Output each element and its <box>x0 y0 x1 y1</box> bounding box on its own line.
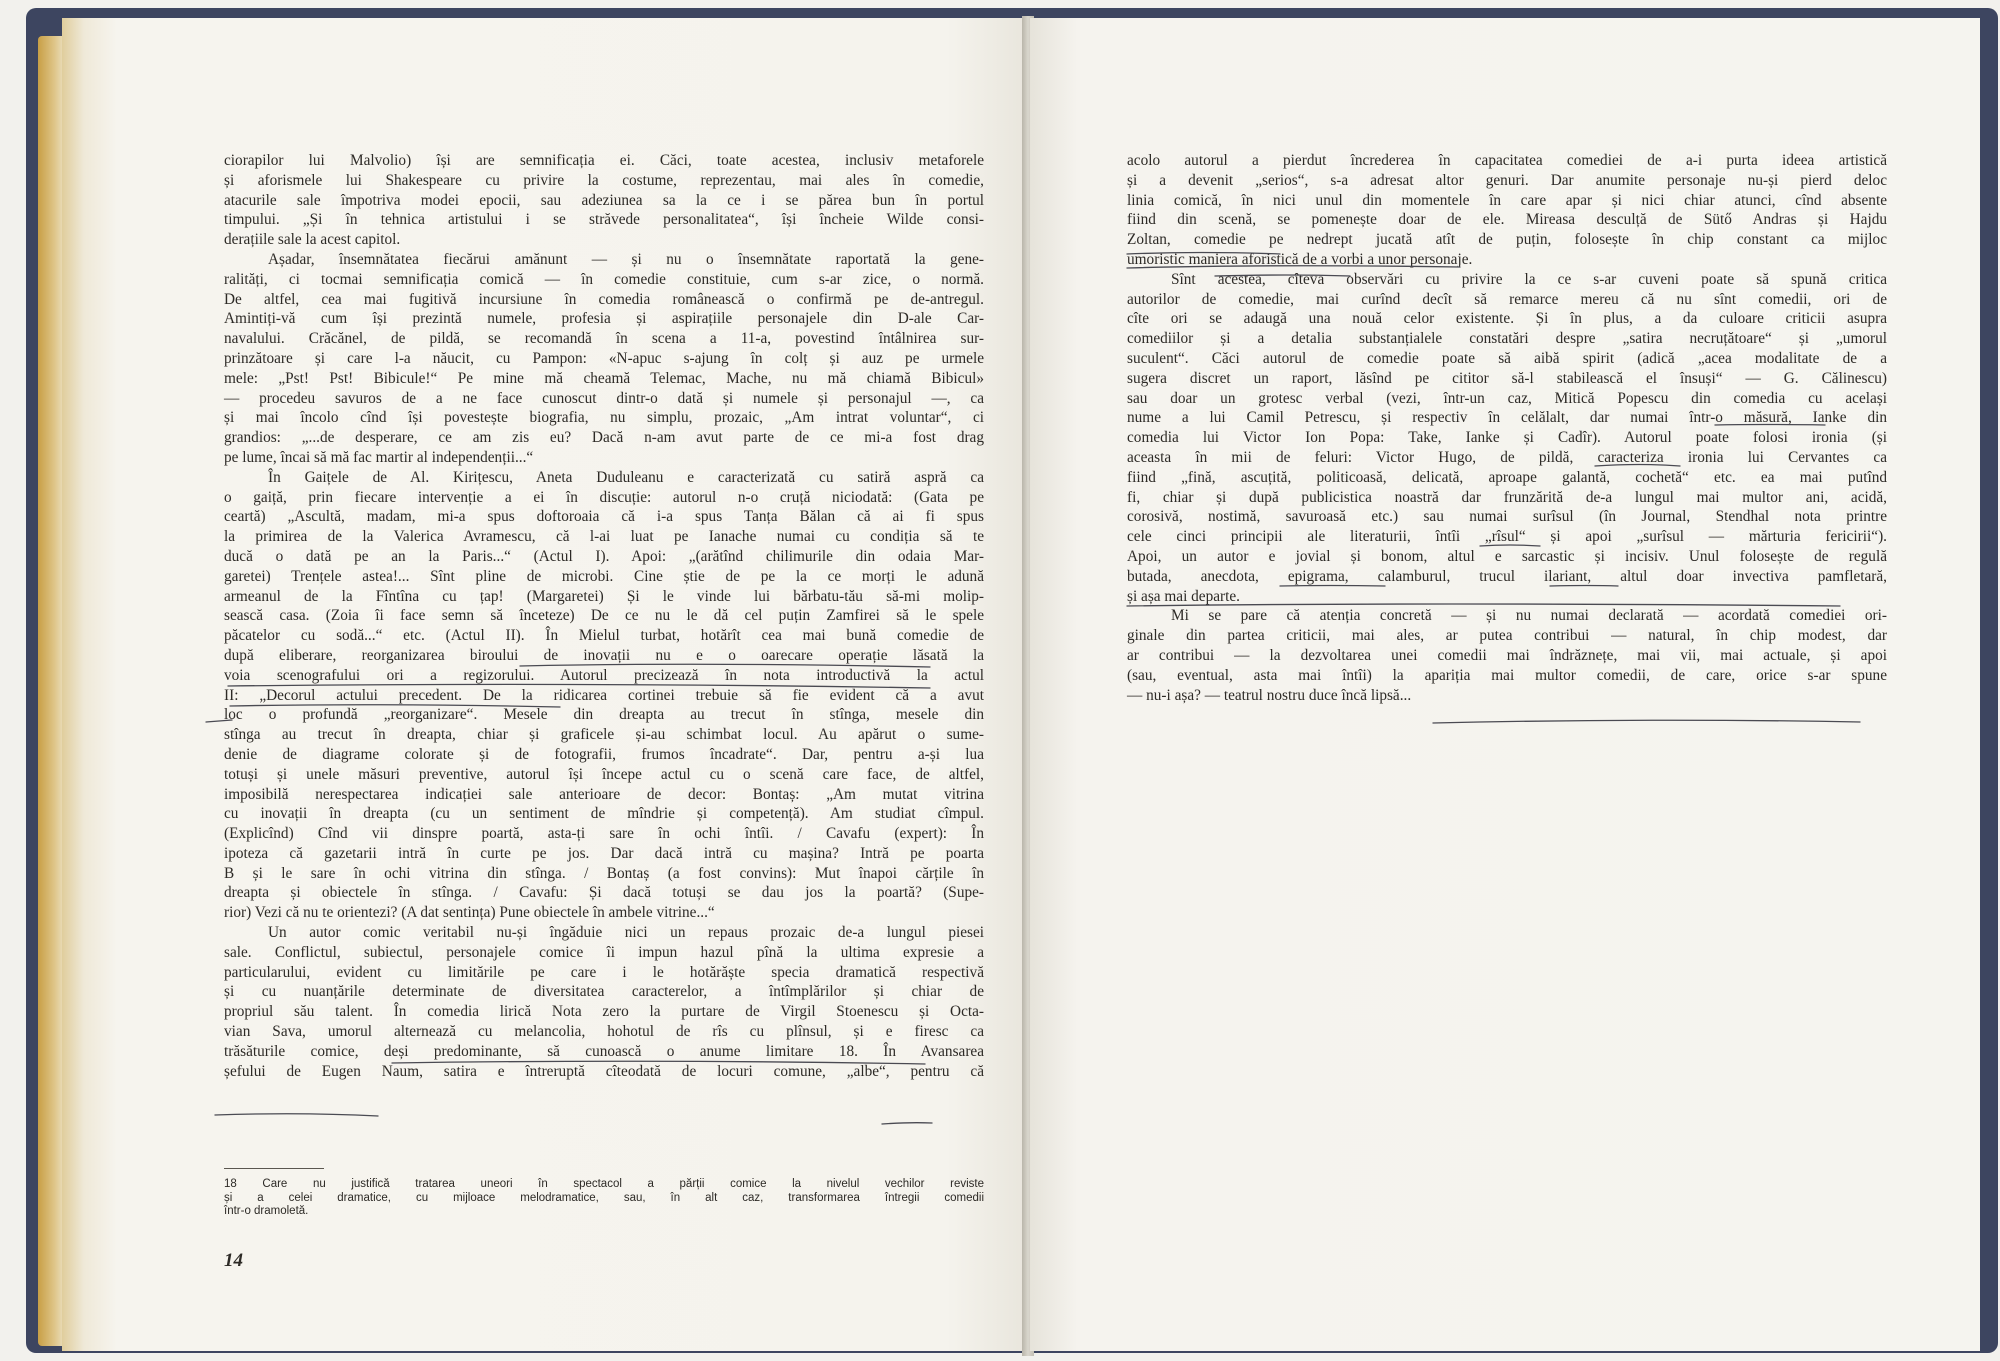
pencil-underline <box>1480 545 1540 546</box>
text-line: comedia lui Victor Ion Popa: Take, Ianke și Cadîr). Autorul poate folosi ironia (și <box>1127 429 1887 447</box>
text-line: derațiile sale la acest capitol. <box>224 231 401 249</box>
footnote-line: într-o dramoletă. <box>224 1205 309 1217</box>
text-line: De altfel, cea mai fugitivă incursiune în comedia românească o confirmă pe de-antregul. <box>224 290 984 308</box>
text-line: comediilor și a detalia substanțialele constatări despre „satira necruțătoare“ și „umorul <box>1127 330 1887 348</box>
text-line: (Explicînd) Cînd vii dinspre poartă, asta-ți sare în ochi întîi. / Cavafu (expert): În <box>224 825 984 843</box>
pencil-underline <box>1715 425 1825 426</box>
text-line: sugera discret un raport, lăsînd pe cititor să-l stabilească el însuși“ — G. Călinescu) <box>1127 369 1887 387</box>
text-line: mele: „Pst! Pst! Bibicule!“ Pe mine mă cheamă Telemac, Mache, nu mă chiamă Bibicul» <box>224 369 984 387</box>
pencil-underline <box>1280 586 1385 587</box>
text-line: În Gaițele de Al. Kirițescu, Aneta Duduleanu e caracterizată cu satiră aspră ca <box>268 468 984 486</box>
text-line: fi, chiar și după publicistica noastră dar frunzărită de-a lungul mai multor ani, acidă, <box>1127 488 1887 506</box>
text-line: pe lume, încai să mă fac martir al independenții...“ <box>224 448 534 466</box>
text-line: cu inovații în dreapta (cu un sentiment de mîndrie și competență). Am studiat cîmpul. <box>224 805 984 823</box>
pencil-underline <box>392 1061 925 1064</box>
text-line: corosivă, nostimă, savuroasă etc.) sau numai surîsul (în Journal, Stendhal nota printre <box>1127 508 1887 526</box>
text-line: II: „Decorul actului precedent. De la ridicarea cortinei trebuie să fie evident că a avut <box>224 686 984 704</box>
text-line: vian Sava, umorul alternează cu melancolia, hohotul de rîs cu plînsul, și e firesc ca <box>224 1023 984 1041</box>
text-line: și a devenit „serios“, s-a adresat altor genuri. Dar anumite personaje nu-și pierd deloc <box>1127 171 1887 189</box>
pencil-underline <box>882 1123 932 1124</box>
text-line: ralități, ci tocmai semnificația comică — în comedie constituie, cum s-ar zice, o normă. <box>224 270 984 288</box>
text-line: Sînt acestea, cîteva observări cu privire la ce s-ar cuveni poate să spună critica <box>1171 270 1887 288</box>
text-line: nume a lui Camil Petrescu, și respectiv în celălalt, dar numai într-o măsură, Ianke din <box>1127 409 1887 427</box>
text-line: și așa mai departe. <box>1127 587 1240 605</box>
text-line: imposibilă nerespectarea indicației sale anterioare de decor: Bontaș: „Am mutat vitrina <box>224 785 984 803</box>
text-line: Mi se pare că atenția concretă — și nu numai declarată — acordată comediei ori- <box>1171 607 1887 625</box>
text-line: — procedeu savuros de a ne face cunoscut dintr-o dată și numele și personajul —, ca <box>224 389 984 407</box>
pencil-underline <box>1215 275 1350 276</box>
pencil-underline <box>228 684 930 688</box>
text-line: cîte ori se adaugă una nouă celor existente. Și în plus, a da culoare criticii asupra <box>1127 310 1887 328</box>
text-line: la primirea de la Valerica Avramescu, că l-ai luat pe Ianache numai cu condiția să te <box>224 528 984 546</box>
text-line: suculent“. Căci autorul de comedie poate să aibă spirit (adică „acea modalitate de a <box>1127 349 1887 367</box>
text-line: Un autor comic veritabil nu-și îngăduie nici un repaus prozaic de-a lungul piesei <box>268 924 984 942</box>
text-line: propriul său talent. În comedia lirică Nota zero la purtare de Virgil Stoenescu și Octa- <box>224 1003 984 1021</box>
pencil-underline <box>1127 604 1840 606</box>
text-line: păcatelor cu sodă...“ etc. (Actul II). În Mielul turbat, hotărît cea mai bună comedie de <box>224 627 984 645</box>
text-line: (sau, eventual, asta mai întîi) la apariția mai multor comedii, de care, orice s-ar spune <box>1127 666 1887 684</box>
text-line: și mai încolo cînd își povestește biografia, nu simplu, prozaic, „Am intrat voluntar“, ci <box>224 409 984 427</box>
text-line: grandios: „...de desperare, ce am zis eu? Dacă n-am avut parte de ce mi-a fost drag <box>224 429 984 447</box>
pencil-underline <box>1433 720 1860 723</box>
text-line: navalului. Crăcănel, de pildă, se recomandă în scena a 11-a, povestind întâlnirea sur- <box>224 330 984 348</box>
text-line: dreapta și obiectele în stînga. / Cavafu: Și dacă totuși se dau jos la poartă? (Supe- <box>224 884 984 902</box>
pencil-underline <box>215 1114 378 1116</box>
text-line: autorilor de comedie, mai curînd decît să remarce mereu că nu sînt comedii, ori de <box>1127 290 1887 308</box>
text-line: și cu nuanțările determinate de diversitatea caracterelor, a întîmplărilor și chiar de <box>224 983 984 1001</box>
text-line: aceasta în mii de feluri: Victor Hugo, de pildă, caracteriza ironia lui Cervantes ca <box>1127 448 1887 466</box>
text-line: ceartă) „Ascultă, madam, mi-a spus doftoroaia că i-a spus Tanța Bălan că ai fi spus <box>224 508 984 526</box>
footnote-line: 18 Care nu justifică tratarea uneori în spectacol a părții comice la nivelul vechilor reviste <box>224 1178 984 1190</box>
pencil-underline <box>230 705 560 707</box>
text-line: linia comică, în nici unul din momentele în care apar și nici chiar atunci, cînd absente <box>1127 191 1887 209</box>
pencil-underline <box>206 720 232 722</box>
text-line: trăsăturile comice, deși predominante, să cunoască o anume limitare 18. În Avansarea <box>224 1042 984 1060</box>
text-line: B și le sare în ochi vitrina din stînga. / Bontaș (a fost convins): Mut înapoi cărțile în <box>224 864 984 882</box>
pencil-underline <box>520 664 930 667</box>
text-line: ipoteza că gazetarii intră în curte pe jos. Dar dacă intră cu mașina? Intră pe poarta <box>224 844 984 862</box>
text-line: timpului. „Și în tehnica artistului i se străvede personalitatea“, își încheie Wilde consi- <box>224 211 984 229</box>
text-line: sale. Conflictul, subiectul, personajele comice îi impun hazul pînă la ultima expresie a <box>224 943 984 961</box>
text-line: cele cinci principii ale literaturii, întîi „rîsul“ și apoi „surîsul — mărturia fericirii“). <box>1127 528 1887 546</box>
text-line: o gaiță, prin fiecare intervenție a ei în discuție: autorul n-o cruță niciodată: (Gata pe <box>224 488 984 506</box>
text-line: după eliberare, reorganizarea biroului de inovații nu e o oarecare operație lăsată la <box>224 646 984 664</box>
text-line: sau doar un grotesc verbal (vezi, într-un caz, Mitică Popescu din comedia cu același <box>1127 389 1887 407</box>
pencil-underline <box>1595 465 1680 467</box>
text-line: ginale din partea criticii, mai ales, ar putea contribui — natural, în chip modest, dar <box>1127 627 1887 645</box>
text-line: ar contribui — la dezvoltarea unei comedii mai îndrăznețe, mai vii, mai actuale, și apoi <box>1127 646 1887 664</box>
text-line: atacurile sale împotriva modei epocii, sau adeziunea sa la ce i se părea bun în portul <box>224 191 984 209</box>
text-line: denie de diagrame colorate și de fotografii, frumos încadrate“. Dar, pentru a-și lua <box>224 745 984 763</box>
pencil-underline <box>1127 253 1280 255</box>
footnote-line: și a celei dramatice, cu mijloace melodramatice, sau, în alt caz, transformarea întregii comedii <box>224 1191 984 1204</box>
text-line: Apoi, un autor e jovial și bonom, altul e sarcastic și incisiv. Unul folosește de regulă <box>1127 547 1887 565</box>
page-number: 14 <box>224 1250 243 1271</box>
text-line: Amintiți-vă cum își prezintă numele, profesia și aspirațiile personajele din D-ale Car- <box>224 310 984 328</box>
text-line: garetei) Trențele astea!... Sînt pline de microbi. Cine știe de pe la ce morți le adună <box>224 567 984 585</box>
text-line: prinzătoare și care l-a năucit, cu Pampon: «N-apuc s-ajung în colț și auz pe urmele <box>224 349 984 367</box>
text-line: Zoltan, comedie pe nedrept jucată atît de puțin, folosește în chip constant ca mijloc <box>1127 231 1887 249</box>
text-line: — nu-i așa? — teatrul nostru duce încă lipsă... <box>1127 686 1412 704</box>
text-line: fiind „fină, ascuțită, politicoasă, delicată, aproape galantă, cochetă“ etc. ea mai putînd <box>1127 468 1887 486</box>
pencil-underline <box>1127 266 1460 268</box>
text-line: loc o profundă „reorganizare“. Mesele din dreapta au trecut în stînga, mesele din <box>224 706 984 724</box>
text-line: voia scenografului ori a regizorului. Autorul precizează în nota introductivă la actul <box>224 666 984 684</box>
text-line: umoristic maniera aforistică de a vorbi a unor personaje. <box>1127 250 1473 268</box>
text-line: butada, anecdota, epigrama, calamburul, trucul ilariant, altul doar invectiva pamfletară, <box>1127 567 1887 585</box>
text-line: și aforismele lui Shakespeare cu privire la costume, reprezentau, mai ales în comedie, <box>224 171 984 189</box>
text-line: rior) Vezi că nu te orientezi? (A dat sentința) Pune obiectele în ambele vitrine...“ <box>224 904 715 922</box>
text-line: Așadar, însemnătatea fiecărui amănunt — și nu o însemnătate raportată la gene- <box>268 250 984 268</box>
text-line: acolo autorul a pierdut încrederea în capacitatea comediei de a-i purta ideea artistică <box>1127 152 1887 169</box>
pencil-underline <box>1550 586 1618 587</box>
text-line: sească casa. (Zoia îi face semn să înceteze) De ce nu le dă cel puțin Zamfirei să le spele <box>224 607 984 625</box>
text-line: armeanul de la Fîntîna cu țap! (Margaretei) Și le vinde lui bărbatu-tău să-mi molip- <box>224 587 984 605</box>
text-line: particularului, evident cu limitările pe care i le hotărăște specia dramatică respectivă <box>224 963 984 981</box>
text-line: șefului de Eugen Naum, satira e întreruptă cîteodată de locuri comune, „albe“, pentru că <box>224 1062 984 1080</box>
text-line: ducă o dată pe an la Paris...“ (Actul I). Apoi: „(arătînd chilimurile din odaia Mar- <box>224 547 984 565</box>
text-line: stînga au trecut în dreapta, chiar și graficele și-au schimbat locul. Au apărut o sume- <box>224 726 984 744</box>
text-line: ciorapilor lui Malvolio) își are semnificația ei. Căci, toate acestea, inclusiv metaforele <box>224 152 984 169</box>
text-line: fiind din scenă, se pomenește doar de ele. Mireasa desculță de Sütő Andras și Hajdu <box>1127 211 1887 229</box>
text-line: totuși și unele măsuri preventive, autorul își începe actul cu o scenă care face, de altfel, <box>224 765 984 783</box>
